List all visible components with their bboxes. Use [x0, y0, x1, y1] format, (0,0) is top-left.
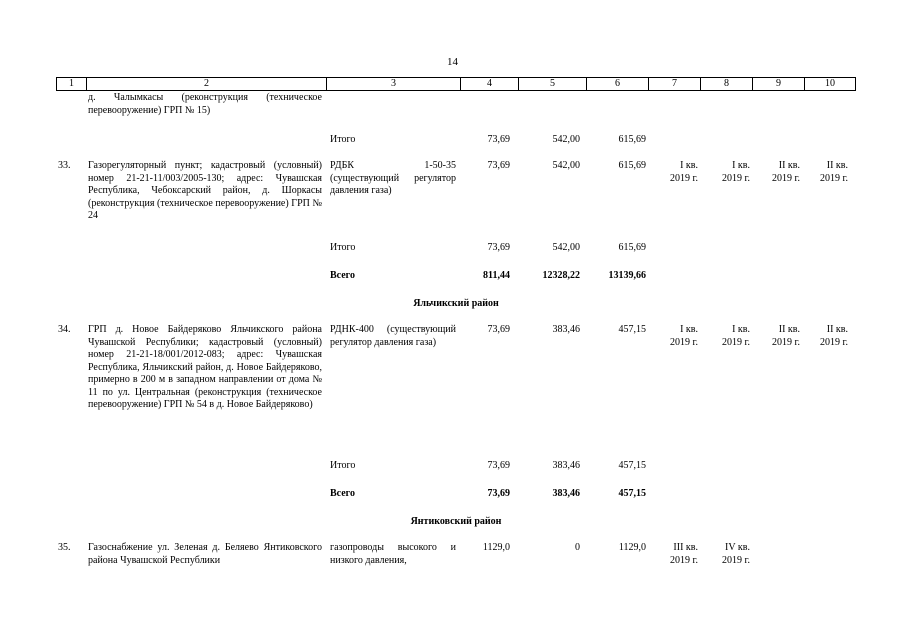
total-label: Всего: [330, 270, 355, 281]
row-col8: I кв. 2019 г.: [722, 160, 750, 184]
row-description: Газоснабжение ул. Зеленая д. Беляево Янтиковского района Чувашской Республики: [88, 542, 322, 566]
col-header-6: 6: [586, 78, 648, 90]
row-col10: II кв. 2019 г.: [820, 160, 848, 184]
subtotal-label: Итого: [330, 134, 356, 145]
col-header-5: 5: [518, 78, 586, 90]
table-header-bottom-border: [56, 90, 856, 91]
row-col4: 73,69: [487, 324, 510, 335]
column-number-header: [56, 78, 856, 90]
total-label: Всего: [330, 488, 355, 499]
col-header-1: 1: [56, 78, 86, 90]
col-header-9: 9: [752, 78, 804, 90]
row-equipment: РДБК 1-50-35 (существующий регулятор давления газа): [330, 160, 456, 196]
subtotal-col5: 542,00: [552, 242, 580, 253]
row-description: ГРП д. Новое Байдеряково Яльчикского района Чувашской Республики; кадастровый (условный) номер 21-21-18/001/2012-083; адрес: Чувашская Республика, Яльчикский район, д. Новое Байдеряково, примерно в 200 м в западном направлении от дома № 11 по ул. Центральная (реконструкция (техническое перевооружение) ГРП № 54 в д. Новое Байдеряково): [88, 324, 322, 410]
col-header-10: 10: [804, 78, 856, 90]
row-col4: 73,69: [487, 160, 510, 171]
district-heading: Янтиковский район: [410, 516, 502, 527]
subtotal-label: Итого: [330, 242, 356, 253]
subtotal-col4: 73,69: [487, 134, 510, 145]
row-col7: I кв. 2019 г.: [670, 160, 698, 184]
subtotal-col4: 73,69: [487, 242, 510, 253]
total-col4: 811,44: [483, 270, 510, 281]
row-col7: III кв. 2019 г.: [670, 542, 698, 566]
row-col5: 0: [575, 542, 580, 553]
row-col9: II кв. 2019 г.: [772, 160, 800, 184]
subtotal-col6: 615,69: [618, 134, 646, 145]
subtotal-label: Итого: [330, 460, 356, 471]
row-index: 34.: [58, 324, 71, 335]
row-col6: 615,69: [618, 160, 646, 171]
row-index: 33.: [58, 160, 71, 171]
district-heading: Яльчикский район: [413, 298, 499, 309]
row-equipment: РДНК-400 (существующий регулятор давления газа): [330, 324, 456, 348]
row-col9: II кв. 2019 г.: [772, 324, 800, 348]
row-description: Газорегуляторный пункт; кадастровый (условный) номер 21-21-11/003/2005-130; адрес: Чувашская Республика, Чебоксарский район, д. Шоркасы (реконструкция (техническое перевооружение) ГРП № 24: [88, 160, 322, 221]
col-header-7: 7: [648, 78, 700, 90]
page-number: 14: [447, 56, 458, 68]
total-col6: 13139,66: [608, 270, 646, 281]
row-equipment: газопроводы высокого и низкого давления,: [330, 542, 456, 566]
row-col5: 542,00: [552, 160, 580, 171]
row-col8: I кв. 2019 г.: [722, 324, 750, 348]
row-index: 35.: [58, 542, 71, 553]
row-col8: IV кв. 2019 г.: [722, 542, 750, 566]
row-col7: I кв. 2019 г.: [670, 324, 698, 348]
total-col5: 383,46: [552, 488, 580, 499]
subtotal-col6: 457,15: [618, 460, 646, 471]
row-col6: 457,15: [618, 324, 646, 335]
col-header-8: 8: [700, 78, 752, 90]
subtotal-col6: 615,69: [618, 242, 646, 253]
subtotal-col5: 542,00: [552, 134, 580, 145]
row-col5: 383,46: [552, 324, 580, 335]
subtotal-col4: 73,69: [487, 460, 510, 471]
total-col5: 12328,22: [542, 270, 580, 281]
row-col6: 1129,0: [618, 542, 646, 553]
row-description: д. Чалымкасы (реконструкция (техническое перевооружение) ГРП № 15): [88, 92, 322, 116]
col-header-3: 3: [326, 78, 460, 90]
total-col4: 73,69: [487, 488, 510, 499]
subtotal-col5: 383,46: [552, 460, 580, 471]
row-col4: 1129,0: [482, 542, 510, 553]
col-header-2: 2: [86, 78, 326, 90]
row-col10: II кв. 2019 г.: [820, 324, 848, 348]
total-col6: 457,15: [618, 488, 646, 499]
col-header-4: 4: [460, 78, 518, 90]
